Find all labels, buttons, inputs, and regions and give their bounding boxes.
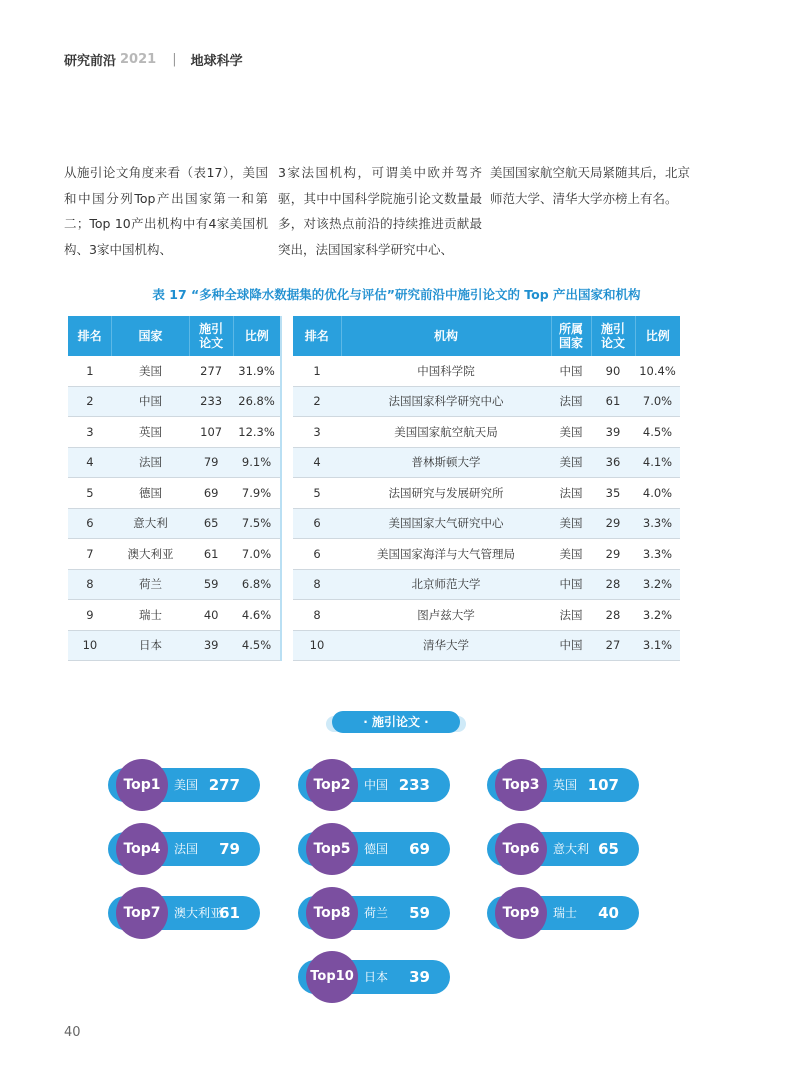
table-cell: 6.8% (233, 569, 281, 600)
institutions-table-header: 所属 国家 (551, 316, 591, 356)
table-cell: 27 (591, 630, 635, 661)
institutions-table-header: 施引 论文 (591, 316, 635, 356)
table-row (293, 386, 680, 417)
table-cell: 7 (68, 539, 112, 570)
table-cell: 中国 (551, 356, 591, 386)
table-cell: 中国科学院 (341, 356, 551, 386)
infographic-badge: · 施引论文 · (332, 711, 460, 733)
table-cell: 12.3% (233, 417, 281, 448)
rank-circle: Top1 (116, 759, 168, 811)
table-cell: 北京师范大学 (341, 569, 551, 600)
table-cell: 美国 (551, 539, 591, 570)
institutions-table-header: 机构 (341, 316, 551, 356)
rank-country: 荷兰 (364, 906, 389, 920)
rank-count: 59 (409, 904, 430, 922)
table-cell: 法国国家科学研究中心 (341, 386, 551, 417)
table-cell: 瑞士 (112, 600, 189, 631)
table-cell: 4.5% (635, 417, 680, 448)
table-cell: 90 (591, 356, 635, 386)
table-cell: 61 (189, 539, 233, 570)
rank-count: 107 (587, 776, 619, 794)
table-row (293, 356, 680, 386)
table-cell: 澳大利亚 (112, 539, 189, 570)
paragraph-column-1: 从施引论文角度来看（表17），美国和中国分列Top产出国家第一和第二；Top 10产出机构中有4家美国机构、3家中国机构、 (64, 165, 268, 257)
table-cell: 10 (293, 630, 341, 661)
rank-count: 39 (409, 968, 430, 986)
rank-pill-9 (487, 896, 639, 930)
rank-count: 69 (409, 840, 430, 858)
table-cell: 法国 (551, 478, 591, 509)
table-cell: 10 (68, 630, 112, 661)
table-cell: 1 (293, 356, 341, 386)
table-cell: 29 (591, 508, 635, 539)
table-cell: 法国 (551, 386, 591, 417)
rank-circle: Top6 (495, 823, 547, 875)
table-cell: 79 (189, 447, 233, 478)
rank-count: 61 (219, 904, 240, 922)
table-cell: 法国研究与发展研究所 (341, 478, 551, 509)
table-cell: 8 (293, 569, 341, 600)
table-cell: 普林斯顿大学 (341, 447, 551, 478)
table-cell: 10.4% (635, 356, 680, 386)
table-cell: 61 (591, 386, 635, 417)
table-cell: 8 (68, 569, 112, 600)
rank-count: 65 (598, 840, 619, 858)
table-cell: 28 (591, 569, 635, 600)
countries-table-header: 施引 论文 (189, 316, 233, 356)
table-cell: 31.9% (233, 356, 281, 386)
page-number: 40 (64, 1025, 81, 1040)
table-cell: 277 (189, 356, 233, 386)
paragraph-column-3: 美国国家航空航天局紧随其后，北京师范大学、清华大学亦榜上有名。 (490, 165, 691, 206)
header-section: 地球科学 (190, 54, 243, 69)
table-cell: 美国国家大气研究中心 (341, 508, 551, 539)
table-row (68, 569, 281, 600)
table-cell: 5 (293, 478, 341, 509)
rank-country: 日本 (364, 970, 389, 984)
rank-pill-8 (298, 896, 450, 930)
rank-country: 意大利 (553, 842, 590, 856)
rank-circle: Top10 (306, 951, 358, 1003)
table-row (68, 539, 281, 570)
table-cell: 3 (293, 417, 341, 448)
table-cell: 2 (293, 386, 341, 417)
table-cell: 3 (68, 417, 112, 448)
table-cell: 2 (68, 386, 112, 417)
rank-circle: Top8 (306, 887, 358, 939)
rank-country: 美国 (174, 778, 199, 792)
table-row (293, 569, 680, 600)
table-cell: 6 (68, 508, 112, 539)
rank-circle: Top7 (116, 887, 168, 939)
table-cell: 美国 (551, 447, 591, 478)
table-cell: 233 (189, 386, 233, 417)
table-cell: 中国 (551, 630, 591, 661)
table-cell: 中国 (551, 569, 591, 600)
table-row (293, 447, 680, 478)
rank-count: 79 (219, 840, 240, 858)
table-row (293, 630, 680, 661)
table-row (293, 478, 680, 509)
table-row (293, 539, 680, 570)
table-cell: 4.0% (635, 478, 680, 509)
table-row (68, 447, 281, 478)
header-separator: | (172, 52, 177, 67)
page-header (64, 50, 243, 69)
rank-pill-6 (487, 832, 639, 866)
table-cell: 65 (189, 508, 233, 539)
rank-country: 瑞士 (553, 906, 578, 920)
table-cell: 3.2% (635, 600, 680, 631)
table-cell: 29 (591, 539, 635, 570)
rank-circle: Top2 (306, 759, 358, 811)
table-cell: 3.1% (635, 630, 680, 661)
countries-table (68, 316, 282, 661)
table-caption: 表 17 “多种全球降水数据集的优化与评估”研究前沿中施引论文的 Top 产出国家和机构 (152, 287, 641, 302)
table-cell: 德国 (112, 478, 189, 509)
header-year: 2021 (120, 52, 157, 67)
rank-count: 233 (398, 776, 430, 794)
rank-pill-1 (108, 768, 260, 802)
table-row (68, 600, 281, 631)
rank-circle: Top9 (495, 887, 547, 939)
table-cell: 图卢兹大学 (341, 600, 551, 631)
table-row (68, 356, 281, 386)
table-cell: 69 (189, 478, 233, 509)
table-cell: 美国 (112, 356, 189, 386)
rank-pill-2 (298, 768, 450, 802)
table-row (68, 508, 281, 539)
table-row (68, 386, 281, 417)
rank-pill-5 (298, 832, 450, 866)
table-cell: 法国 (551, 600, 591, 631)
table-cell: 法国 (112, 447, 189, 478)
table-cell: 36 (591, 447, 635, 478)
table-row (68, 630, 281, 661)
institutions-table-header: 比例 (635, 316, 680, 356)
table-cell: 40 (189, 600, 233, 631)
table-cell: 美国国家海洋与大气管理局 (341, 539, 551, 570)
table-row (293, 417, 680, 448)
table-cell: 26.8% (233, 386, 281, 417)
table-cell: 59 (189, 569, 233, 600)
table-cell: 清华大学 (341, 630, 551, 661)
table-row (293, 600, 680, 631)
header-title: 研究前沿 (64, 54, 117, 69)
table-cell: 英国 (112, 417, 189, 448)
table-cell: 美国 (551, 508, 591, 539)
table-cell: 7.0% (635, 386, 680, 417)
table-cell: 39 (591, 417, 635, 448)
rank-count: 40 (598, 904, 619, 922)
table-cell: 美国 (551, 417, 591, 448)
institutions-table (293, 316, 680, 661)
table-cell: 9 (68, 600, 112, 631)
rank-pill-3 (487, 768, 639, 802)
table-cell: 4.1% (635, 447, 680, 478)
table-row (68, 417, 281, 448)
table-cell: 荷兰 (112, 569, 189, 600)
rank-circle: Top4 (116, 823, 168, 875)
countries-table-header: 排名 (68, 316, 112, 356)
table-cell: 107 (189, 417, 233, 448)
table-cell: 8 (293, 600, 341, 631)
rank-pill-10 (298, 960, 450, 994)
rank-country: 中国 (364, 778, 389, 792)
table-cell: 6 (293, 539, 341, 570)
table-cell: 7.5% (233, 508, 281, 539)
table-cell: 日本 (112, 630, 189, 661)
institutions-table-header: 排名 (293, 316, 341, 356)
table-cell: 4.6% (233, 600, 281, 631)
table-cell: 美国国家航空航天局 (341, 417, 551, 448)
countries-table-header: 比例 (233, 316, 281, 356)
rank-country: 澳大利亚 (174, 906, 223, 920)
table-cell: 3.3% (635, 508, 680, 539)
table-cell: 1 (68, 356, 112, 386)
paragraph-column-2: 3家法国机构，可谓美中欧并驾齐驱，其中中国科学院施引论文数量最多，对该热点前沿的持续推进贡献最突出，法国国家科学研究中心、 (278, 165, 482, 257)
table-cell: 3.2% (635, 569, 680, 600)
table-cell: 7.9% (233, 478, 281, 509)
table-cell: 5 (68, 478, 112, 509)
table-cell: 4.5% (233, 630, 281, 661)
table-cell: 3.3% (635, 539, 680, 570)
table-cell: 35 (591, 478, 635, 509)
rank-circle: Top5 (306, 823, 358, 875)
table-cell: 意大利 (112, 508, 189, 539)
table-row (68, 478, 281, 509)
rank-count: 277 (208, 776, 240, 794)
rank-pill-7 (108, 896, 260, 930)
table-cell: 39 (189, 630, 233, 661)
table-cell: 7.0% (233, 539, 281, 570)
table-row (293, 508, 680, 539)
rank-country: 英国 (553, 778, 578, 792)
rank-circle: Top3 (495, 759, 547, 811)
rank-country: 法国 (174, 842, 199, 856)
rank-country: 德国 (364, 842, 389, 856)
table-cell: 中国 (112, 386, 189, 417)
table-cell: 6 (293, 508, 341, 539)
table-cell: 4 (293, 447, 341, 478)
rank-pill-4 (108, 832, 260, 866)
table-cell: 4 (68, 447, 112, 478)
table-cell: 9.1% (233, 447, 281, 478)
table-cell: 28 (591, 600, 635, 631)
countries-table-header: 国家 (112, 316, 189, 356)
